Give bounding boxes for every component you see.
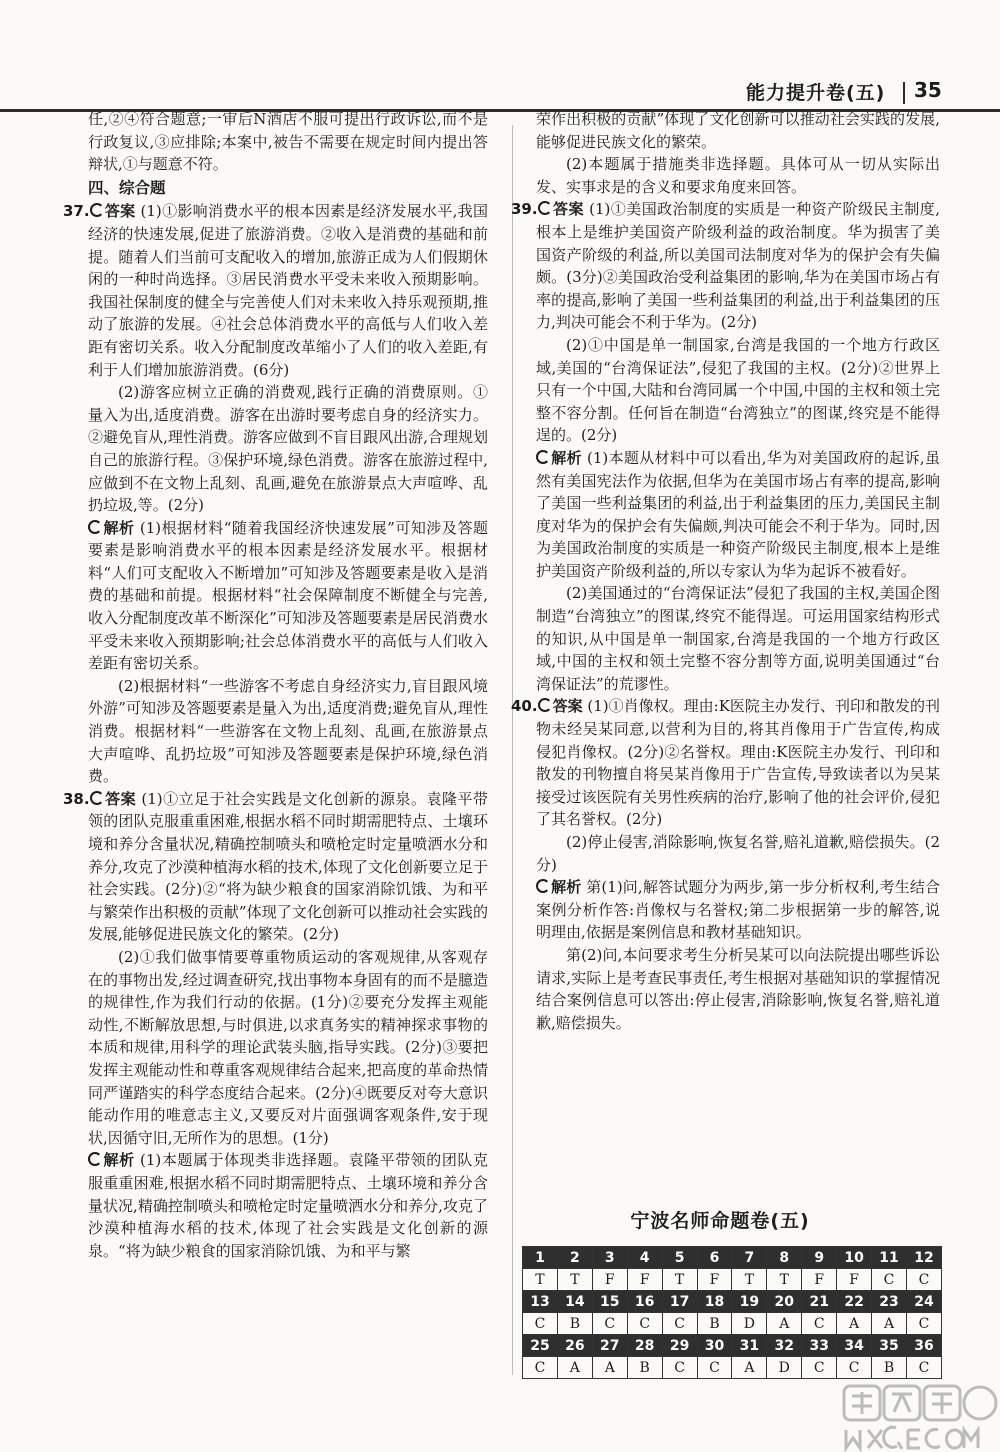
- answer-cell: C: [662, 1357, 697, 1379]
- question-number-cell: 34: [837, 1335, 872, 1357]
- answer-cell: C: [697, 1357, 732, 1379]
- q38-analysis-1: [88, 1149, 488, 1262]
- answer-cell: B: [872, 1357, 907, 1379]
- question-number-cell: 32: [767, 1335, 802, 1357]
- question-number-cell: 20: [767, 1291, 802, 1313]
- q39-answer-1: [511, 198, 940, 334]
- answer-cell: T: [523, 1269, 558, 1291]
- question-number-cell: 15: [592, 1291, 627, 1313]
- question-number-cell: 9: [802, 1247, 837, 1269]
- analysis-marker-icon: [88, 1152, 102, 1166]
- answer-cell: C: [802, 1313, 837, 1335]
- question-number-cell: 3: [592, 1247, 627, 1269]
- answer-cell: C: [906, 1269, 941, 1291]
- q37-analysis-2: (2)根据材料“一些游客不考虑自身经济实力,盲目跟风境外游”可知涉及答题要素是量入为出,适度消费;避免盲从,理性消费。根据材料“一些游客在文物上乱刻、乱画,在旅游景点大声喧哗、乱扔垃圾”可知涉及答题要素是保护环境,绿色消费。: [88, 676, 488, 786]
- question-number-cell: 22: [837, 1291, 872, 1313]
- question-number-cell: 26: [557, 1335, 592, 1357]
- question-number: 39.: [511, 200, 538, 219]
- question-number-cell: 29: [662, 1335, 697, 1357]
- analysis-marker-icon: [536, 879, 550, 893]
- answer-key-table: [522, 1246, 942, 1379]
- answer-marker-icon: [538, 201, 552, 215]
- answer-cell: F: [837, 1269, 872, 1291]
- analysis-text: (1)本题从材料中可以看出,华为对美国政府的起诉,虽然有美国宪法作为依据,但华为在美国市场占有率的提高,影响了美国一些利益集团的利益,出于利益集团的压力,美国民主制度对华为的保护会有失偏颇,判决可能会不利于华为。同时,因为美国政治制度的实质是一种资产阶级民主制度,根本上是维护美国资产阶级利益的,所以专家认为华为起诉不被看好。: [536, 448, 940, 580]
- analysis-marker-icon: [88, 520, 102, 534]
- question-number-cell: 6: [697, 1247, 732, 1269]
- answer-cell: T: [767, 1269, 802, 1291]
- question-number-cell: 4: [627, 1247, 662, 1269]
- q40-analysis-1: [536, 876, 940, 944]
- column-divider: [512, 125, 513, 1375]
- question-number-cell: 28: [627, 1335, 662, 1357]
- page-number: 35: [914, 78, 942, 102]
- question-number-cell: 11: [872, 1247, 907, 1269]
- question-number-cell: 10: [837, 1247, 872, 1269]
- answer-label: 答案: [552, 697, 583, 716]
- answer-marker-icon: [90, 203, 104, 217]
- question-number: 40.: [511, 697, 538, 716]
- question-number-cell: 1: [523, 1247, 558, 1269]
- left-column: [63, 108, 488, 1262]
- answer-cell: C: [802, 1357, 837, 1379]
- answer-key-title: 宁波名师命题卷(五): [630, 1210, 810, 1232]
- q40-answer-1: [511, 695, 940, 831]
- question-number-cell: 19: [732, 1291, 767, 1313]
- question-number-cell: 35: [872, 1335, 907, 1357]
- answer-cell: T: [662, 1269, 697, 1291]
- answer-cell: C: [627, 1313, 662, 1335]
- answer-key-number-row: [523, 1291, 942, 1313]
- answer-cell: C: [523, 1357, 558, 1379]
- question-number-cell: 8: [767, 1247, 802, 1269]
- answer-cell: T: [732, 1269, 767, 1291]
- q38-analysis-2: (2)本题属于措施类非选择题。具体可从一切从实际出发、实事求是的含义和要求角度来回答。: [536, 155, 940, 196]
- page-header-title: 能力提升卷(五): [746, 82, 886, 104]
- answer-cell: A: [872, 1313, 907, 1335]
- answer-cell: B: [627, 1357, 662, 1379]
- answer-cell: B: [697, 1313, 732, 1335]
- q39-analysis-1: [536, 447, 940, 583]
- answer-cell: C: [906, 1313, 941, 1335]
- answer-text: (1)①影响消费水平的根本因素是经济发展水平,我国经济的快速发展,促进了旅游消费。②收入是消费的基础和前提。随着人们当前可支配收入的增加,旅游正成为人们假期休闲的一种时尚选择。③居民消费水平受未来收入预期影响。我国社保制度的健全与完善使人们对未来收入持乐观预期,推动了旅游的发展。④社会总体消费水平的高低与人们收入差距有密切关系。收入分配制度改革缩小了人们的收入差距,有利于人们增加旅游消费。(6分): [88, 202, 488, 379]
- analysis-marker-icon: [536, 450, 550, 464]
- q39-analysis-2: (2)美国通过的“台湾保证法”侵犯了我国的主权,美国企图制造“台湾独立”的图谋,终究不能得逞。可运用国家结构形式的知识,从中国是单一制国家,台湾是我国的一个地方行政区域,中国的主权和领土完整不容分割等方面,说明美国通过“台湾保证法”的荒谬性。: [536, 584, 940, 693]
- q38-answer-1: [63, 788, 488, 946]
- analysis-label: 解析: [551, 448, 582, 467]
- question-number-cell: 12: [906, 1247, 941, 1269]
- answer-label: 答案: [104, 789, 137, 808]
- question-number-cell: 31: [732, 1335, 767, 1357]
- right-column: [511, 108, 940, 1034]
- answer-cell: C: [523, 1313, 558, 1335]
- answer-cell: C: [872, 1269, 907, 1291]
- answer-key-answer-row: [523, 1313, 942, 1335]
- q37-answer-1: [63, 200, 488, 381]
- answer-cell: T: [557, 1269, 592, 1291]
- answer-cell: C: [592, 1313, 627, 1335]
- question-number-cell: 16: [627, 1291, 662, 1313]
- answer-cell: D: [732, 1313, 767, 1335]
- answer-text: (1)①立足于社会实践是文化创新的源泉。袁隆平带领的团队克服重重困难,根据水稻不同时期需肥特点、土壤环境和养分含量状况,精确控制喷头和喷枪定时定量喷洒水分和养分,攻克了沙漠种植海水稻的技术,体现了文化创新要立足于社会实践。(2分)②“将为缺少粮食的国家消除饥饿、为和平与繁荣作出积极的贡献”体现了文化创新可以推动社会实践的发展,能够促进民族文化的繁荣。(2分): [88, 789, 488, 944]
- q40-answer-2: (2)停止侵害,消除影响,恢复名誉,赔礼道歉,赔偿损失。(2分): [536, 833, 940, 874]
- answer-label: 答案: [104, 202, 136, 221]
- analysis-text: 第(1)问,解答试题分为两步,第一步分析权利,考生结合案例分析作答:肖像权与名誉权;第二步根据第一步的解答,说明理由,依据是案例信息和教材基础知识。: [536, 878, 940, 942]
- question-number: 38.: [63, 789, 90, 808]
- answer-cell: C: [906, 1357, 941, 1379]
- answer-key-answer-row: [523, 1269, 942, 1291]
- answer-cell: B: [557, 1313, 592, 1335]
- answer-cell: F: [592, 1269, 627, 1291]
- analysis-label: 解析: [103, 1151, 135, 1170]
- answer-cell: D: [767, 1357, 802, 1379]
- answer-cell: A: [837, 1313, 872, 1335]
- analysis-text: (1)根据材料“随着我国经济快速发展”可知涉及答题要素是影响消费水平的根本因素是经济发展水平。根据材料“人们可支配收入不断增加”可知涉及答题要素是收入是消费的基础和前提。根据材料“社会保障制度不断健全与完善,收入分配制度改革不断深化”可知涉及答题要素是居民消费水平受未来收入预期影响;社会总体消费水平的高低与人们收入差距有密切关系。: [88, 518, 488, 673]
- answer-text: (1)①肖像权。理由:K医院主办发行、刊印和散发的刊物未经吴某同意,以营利为目的,将其肖像用于广告宣传,构成侵犯肖像权。(2分)②名誉权。理由:K医院主办发行、刊印和散发的刊物擅自将吴某肖像用于广告宣传,导致读者以为吴某接受过该医院有关男性疾病的治疗,影响了他的社会评价,侵犯了其名誉权。(2分): [536, 697, 940, 829]
- answer-label: 答案: [552, 200, 584, 219]
- question-number-cell: 18: [697, 1291, 732, 1313]
- answer-cell: A: [732, 1357, 767, 1379]
- question-number-cell: 5: [662, 1247, 697, 1269]
- watermark-logo: [840, 1382, 1000, 1452]
- q37-analysis-1: [88, 517, 488, 675]
- question-number-cell: 2: [557, 1247, 592, 1269]
- q38-answer-2: (2)①我们做事情要尊重物质运动的客观规律,从客观存在的事物出发,经过调查研究,找出事物本身固有的而不是臆造的规律性,作为我们行动的依据。(1分)②要充分发挥主观能动性,不断解放思想,与时俱进,以求真务实的精神探求事物的本质和规律,用科学的理论武装头脑,指导实践。(2分)③要把发挥主观能动性和尊重客观规律结合起来,把高度的革命热情同严谨踏实的科学态度结合起来。(2分)④既要反对夸大意识能动作用的唯意志主义,又要反对片面强调客观条件,安于现状,因循守旧,无所作为的思想。(1分): [88, 947, 488, 1147]
- q39-answer-2: (2)①中国是单一制国家,台湾是我国的一个地方行政区域,美国的“台湾保证法”,侵犯了我国的主权。(2分)②世界上只有一个中国,大陆和台湾同属一个中国,中国的主权和领土完整不容分割。任何旨在制造“台湾独立”的图谋,终究是不能得逞的。(2分): [536, 335, 940, 445]
- question-number-cell: 27: [592, 1335, 627, 1357]
- question-number-cell: 33: [802, 1335, 837, 1357]
- answer-key-answer-row: [523, 1357, 942, 1379]
- answer-cell: F: [627, 1269, 662, 1291]
- answer-marker-icon: [90, 791, 104, 805]
- question-number: 37.: [63, 202, 90, 221]
- question-number-cell: 21: [802, 1291, 837, 1313]
- question-number-cell: 36: [906, 1335, 941, 1357]
- answer-marker-icon: [538, 698, 552, 712]
- q37-answer-2: (2)游客应树立正确的消费观,践行正确的消费原则。①量入为出,适度消费。游客在出游时要考虑自身的经济实力。②避免盲从,理性消费。游客应做到不盲目跟风出游,合理规划自己的旅游行程。③保护环境,绿色消费。游客在旅游过程中,应做到不在文物上乱刻、乱画,避免在旅游景点大声喧哗、乱扔垃圾,等。(2分): [88, 383, 488, 515]
- question-number-cell: 24: [906, 1291, 941, 1313]
- answer-text: (1)①美国政治制度的实质是一种资产阶级民主制度,根本上是维护美国资产阶级利益的政治制度。华为损害了美国资产阶级的利益,所以美国司法制度对华为的保护会有失偏颇。(3分)②美国政治受利益集团的影响,华为在美国市场占有率的提高,影响了美国一些利益集团的利益,出于利益集团的压力,判决可能会不利于华为。(2分): [536, 200, 940, 332]
- answer-cell: C: [837, 1357, 872, 1379]
- answer-key-number-row: [523, 1335, 942, 1357]
- answer-cell: A: [592, 1357, 627, 1379]
- answer-cell: A: [557, 1357, 592, 1379]
- analysis-label: 解析: [551, 878, 582, 897]
- answer-cell: C: [662, 1313, 697, 1335]
- analysis-label: 解析: [103, 518, 135, 537]
- carryover-paragraph: 任,②④符合题意;一审后N酒店不服可提出行政诉讼,而不是行政复议,③应排除;本案中,被告不需要在规定时间内提出答辩状,①与题意不符。: [88, 110, 488, 174]
- answer-cell: A: [767, 1313, 802, 1335]
- analysis-text: (1)本题属于体现类非选择题。袁隆平带领的团队克服重重困难,根据水稻不同时期需肥特点、土壤环境和养分含量状况,精确控制喷头和喷枪定时定量喷洒水分和养分,攻克了沙漠种植海水稻的技术,体现了社会实践是文化创新的源泉。“将为缺少粮食的国家消除饥饿、为和平与繁: [88, 1151, 488, 1260]
- section-heading: 四、综合题: [88, 178, 166, 197]
- answer-cell: F: [697, 1269, 732, 1291]
- question-number-cell: 25: [523, 1335, 558, 1357]
- question-number-cell: 17: [662, 1291, 697, 1313]
- answer-cell: F: [802, 1269, 837, 1291]
- header-separator: [903, 82, 905, 104]
- question-number-cell: 7: [732, 1247, 767, 1269]
- carryover-paragraph: 荣作出积极的贡献”体现了文化创新可以推动社会实践的发展,能够促进民族文化的繁荣。: [536, 110, 940, 151]
- question-number-cell: 23: [872, 1291, 907, 1313]
- question-number-cell: 13: [523, 1291, 558, 1313]
- answer-key-number-row: [523, 1247, 942, 1269]
- question-number-cell: 14: [557, 1291, 592, 1313]
- question-number-cell: 30: [697, 1335, 732, 1357]
- q40-analysis-2: 第(2)问,本问要求考生分析吴某可以向法院提出哪些诉讼请求,实际上是考查民事责任,考生根据对基础知识的掌握情况结合案例信息可以答出:停止侵害,消除影响,恢复名誉,赔礼道歉,赔偿损失。: [536, 945, 940, 1032]
